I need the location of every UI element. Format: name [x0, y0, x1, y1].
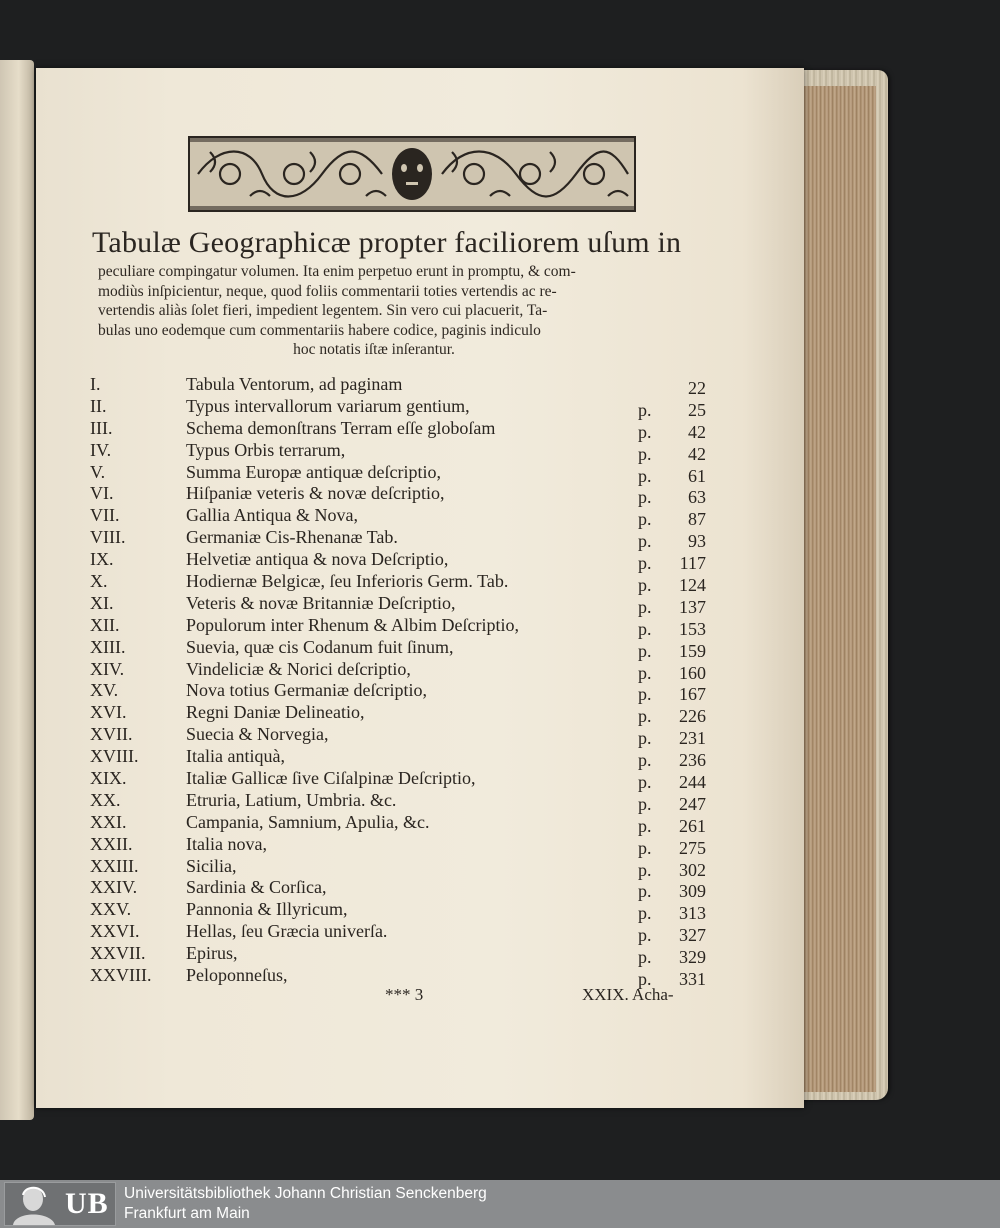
toc-number: XIV.	[90, 658, 125, 679]
institution-line: Frankfurt am Main	[124, 1205, 250, 1222]
toc-entry: Hodiernæ Belgicæ, ſeu Inferioris Germ. Tab.	[186, 571, 509, 592]
toc-number: XV.	[90, 680, 119, 701]
toc-row	[86, 965, 706, 990]
toc-entry: Pannonia & Illyricum,	[186, 899, 348, 920]
toc-page-number: 226	[679, 706, 706, 727]
toc-page-prefix: p.	[638, 969, 652, 990]
toc-number: XXVIII.	[90, 965, 152, 986]
toc-page-prefix: p.	[638, 684, 652, 705]
toc-number: XXV.	[90, 899, 132, 920]
toc-page-prefix: p.	[638, 815, 652, 836]
toc-page-number: 63	[688, 487, 706, 508]
toc-row	[86, 877, 706, 902]
toc-page-prefix: p.	[638, 706, 652, 727]
woodcut-ornament-headpiece	[188, 136, 636, 212]
toc-number: XXIII.	[90, 855, 139, 876]
toc-row	[86, 702, 706, 727]
toc-page-number: 331	[679, 969, 706, 990]
toc-entry: Suevia, quæ cis Codanum fuit ſinum,	[186, 636, 454, 657]
institution-name[interactable]	[124, 1184, 487, 1224]
toc-page-prefix: p.	[638, 881, 652, 902]
toc-page-number: 159	[679, 640, 706, 661]
toc-number: V.	[90, 461, 106, 482]
intro-line: bulas uno eodemque cum commentariis habere codice, paginis indiculo	[98, 321, 541, 339]
table-of-maps	[86, 374, 706, 990]
toc-number: I.	[90, 374, 101, 394]
intro-line: vertendis aliàs ſolet fieri, impedient legentem. Sin vero cui placuerit, Ta-	[98, 302, 548, 320]
toc-page-prefix: p.	[638, 443, 652, 464]
signature-mark: *** 3	[385, 985, 424, 1004]
toc-number: VI.	[90, 483, 114, 504]
toc-page-number: 327	[679, 925, 706, 946]
toc-page-prefix: p.	[638, 640, 652, 661]
toc-entry: Germaniæ Cis-Rhenanæ Tab.	[186, 527, 398, 548]
toc-page-number: 244	[679, 772, 706, 793]
toc-page-prefix: p.	[638, 465, 652, 486]
toc-number: II.	[90, 395, 107, 416]
toc-entry: Italiæ Gallicæ ſive Ciſalpinæ Deſcriptio,	[186, 768, 476, 789]
toc-page-number: 42	[688, 421, 706, 442]
toc-page-number: 309	[679, 881, 706, 902]
toc-page-prefix: p.	[638, 662, 652, 683]
toc-entry: Hiſpaniæ veteris & novæ deſcriptio,	[186, 483, 445, 504]
toc-entry: Veteris & novæ Britanniæ Deſcriptio,	[186, 592, 456, 613]
toc-page-prefix: p.	[638, 596, 652, 617]
page-title: Tabulæ Geographicæ propter faciliorem uſum in	[92, 226, 682, 259]
toc-entry: Summa Europæ antiquæ deſcriptio,	[186, 461, 441, 482]
toc-number: X.	[90, 571, 108, 592]
toc-page-prefix: p.	[638, 772, 652, 793]
toc-row	[86, 615, 706, 637]
toc-row	[86, 680, 706, 705]
toc-page-prefix: p.	[638, 925, 652, 946]
toc-row	[86, 549, 706, 574]
toc-row	[86, 921, 706, 946]
intro-line: peculiare compingatur volumen. Ita enim perpetuo erunt in promptu, & com-	[98, 263, 576, 280]
toc-page-prefix: p.	[638, 421, 652, 442]
toc-page-prefix: p.	[638, 487, 652, 508]
toc-number: XXII.	[90, 833, 133, 854]
toc-page-number: 167	[679, 684, 706, 705]
toc-page-number: 160	[679, 662, 706, 683]
toc-page-number: 42	[688, 443, 706, 464]
toc-entry: Nova totius Germaniæ deſcriptio,	[186, 680, 427, 701]
toc-page-number: 93	[688, 531, 706, 552]
toc-entry: Vindeliciæ & Norici deſcriptio,	[186, 658, 411, 679]
toc-row	[86, 659, 706, 681]
toc-row	[86, 943, 706, 968]
intro-line: modiùs inſpicientur, neque, quod foliis commentarii toties vertendis ac re-	[98, 282, 557, 300]
intro-line: hoc notatis iſtæ inſerantur.	[293, 341, 455, 359]
toc-row	[86, 724, 706, 749]
toc-entry: Typus intervallorum variarum gentium,	[186, 395, 470, 416]
toc-entry: Etruria, Latium, Umbria. &c.	[186, 789, 397, 810]
logo-text: UB	[65, 1187, 109, 1220]
previous-page-edge	[0, 60, 34, 1120]
toc-page-prefix: p.	[638, 399, 652, 420]
toc-entry: Peloponneſus,	[186, 965, 288, 986]
toc-row	[86, 396, 706, 418]
toc-page-prefix: p.	[638, 947, 652, 968]
toc-page-number: 313	[679, 903, 706, 924]
toc-page-prefix: p.	[638, 618, 652, 639]
toc-page-prefix: p.	[638, 793, 652, 814]
toc-row	[86, 418, 706, 440]
toc-page-prefix: p.	[638, 553, 652, 574]
toc-page-number: 247	[679, 793, 706, 814]
toc-number: XIX.	[90, 768, 127, 789]
toc-entry: Italia antiquà,	[186, 746, 285, 767]
toc-number: XXVI.	[90, 921, 140, 942]
toc-entry: Campania, Samnium, Apulia, &c.	[186, 811, 430, 832]
book-fore-edge-pages	[800, 86, 876, 1092]
toc-row	[86, 483, 706, 508]
toc-number: IV.	[90, 439, 112, 460]
toc-page-number: 231	[679, 728, 706, 749]
toc-number: IX.	[90, 549, 114, 570]
toc-entry: Sicilia,	[186, 855, 237, 876]
toc-page-number: 302	[679, 859, 706, 880]
toc-page-prefix: p.	[638, 728, 652, 749]
toc-number: XXIV.	[90, 877, 138, 898]
toc-number: XVII.	[90, 724, 133, 745]
catchword: XXIX. Acha-	[582, 985, 674, 1004]
toc-page-number: 261	[679, 815, 706, 836]
toc-row	[86, 374, 706, 396]
toc-entry: Typus Orbis terrarum,	[186, 439, 346, 460]
toc-page-number: 329	[679, 947, 706, 968]
toc-page-number: 117	[679, 553, 706, 574]
toc-page-prefix: p.	[638, 531, 652, 552]
toc-page-number: 87	[688, 509, 706, 530]
toc-page-number: 153	[679, 618, 706, 639]
toc-row	[86, 899, 706, 924]
toc-row	[86, 790, 706, 812]
toc-number: XIII.	[90, 636, 126, 657]
toc-row	[86, 527, 706, 552]
toc-entry: Italia nova,	[186, 833, 267, 854]
toc-page-prefix: p.	[638, 575, 652, 596]
toc-row	[86, 462, 706, 484]
toc-row	[86, 637, 706, 659]
toc-page-number: 275	[679, 837, 706, 858]
toc-number: VIII.	[90, 527, 126, 548]
institution-line: Universitätsbibliothek Johann Christian Senckenberg	[124, 1185, 487, 1202]
ornament-pattern	[190, 138, 634, 210]
toc-page-number: 124	[679, 575, 706, 596]
portrait-icon	[7, 1183, 63, 1225]
ub-logo[interactable]	[4, 1182, 116, 1226]
toc-page-number: 236	[679, 750, 706, 771]
toc-row	[86, 768, 706, 793]
toc-number: VII.	[90, 505, 120, 526]
intro-paragraph	[98, 262, 710, 360]
toc-entry: Helvetiæ antiqua & nova Deſcriptio,	[186, 549, 449, 570]
toc-number: XXVII.	[90, 943, 146, 964]
toc-page-number: 22	[688, 378, 706, 398]
toc-entry: Epirus,	[186, 943, 238, 964]
toc-page-number: 25	[688, 399, 706, 420]
toc-page-prefix: p.	[638, 903, 652, 924]
toc-entry: Populorum inter Rhenum & Albim Deſcriptio,	[186, 614, 519, 635]
toc-entry: Sardinia & Corſica,	[186, 877, 327, 898]
toc-entry: Regni Daniæ Delineatio,	[186, 702, 365, 723]
toc-page-number: 137	[679, 596, 706, 617]
toc-entry: Schema demonſtrans Terram eſſe globoſam	[186, 417, 496, 438]
toc-row	[86, 856, 706, 878]
toc-number: III.	[90, 417, 113, 438]
toc-number: XVI.	[90, 702, 127, 723]
toc-row	[86, 746, 706, 771]
toc-page-prefix: p.	[638, 859, 652, 880]
toc-row	[86, 571, 706, 596]
toc-entry: Gallia Antiqua & Nova,	[186, 505, 358, 526]
toc-page-prefix: p.	[638, 509, 652, 530]
toc-row	[86, 834, 706, 856]
toc-row	[86, 593, 706, 615]
toc-number: XVIII.	[90, 746, 139, 767]
toc-entry: Suecia & Norvegia,	[186, 724, 329, 745]
toc-entry: Tabula Ventorum, ad paginam	[186, 374, 403, 394]
toc-row	[86, 505, 706, 530]
toc-page-prefix: p.	[638, 750, 652, 771]
toc-number: XX.	[90, 789, 121, 810]
toc-entry: Hellas, ſeu Græcia univerſa.	[186, 921, 388, 942]
toc-page-number: 61	[688, 465, 706, 486]
toc-number: XI.	[90, 592, 114, 613]
toc-number: XXI.	[90, 811, 127, 832]
toc-page-prefix: p.	[638, 837, 652, 858]
toc-row	[86, 812, 706, 834]
toc-row	[86, 440, 706, 462]
toc-number: XII.	[90, 614, 120, 635]
